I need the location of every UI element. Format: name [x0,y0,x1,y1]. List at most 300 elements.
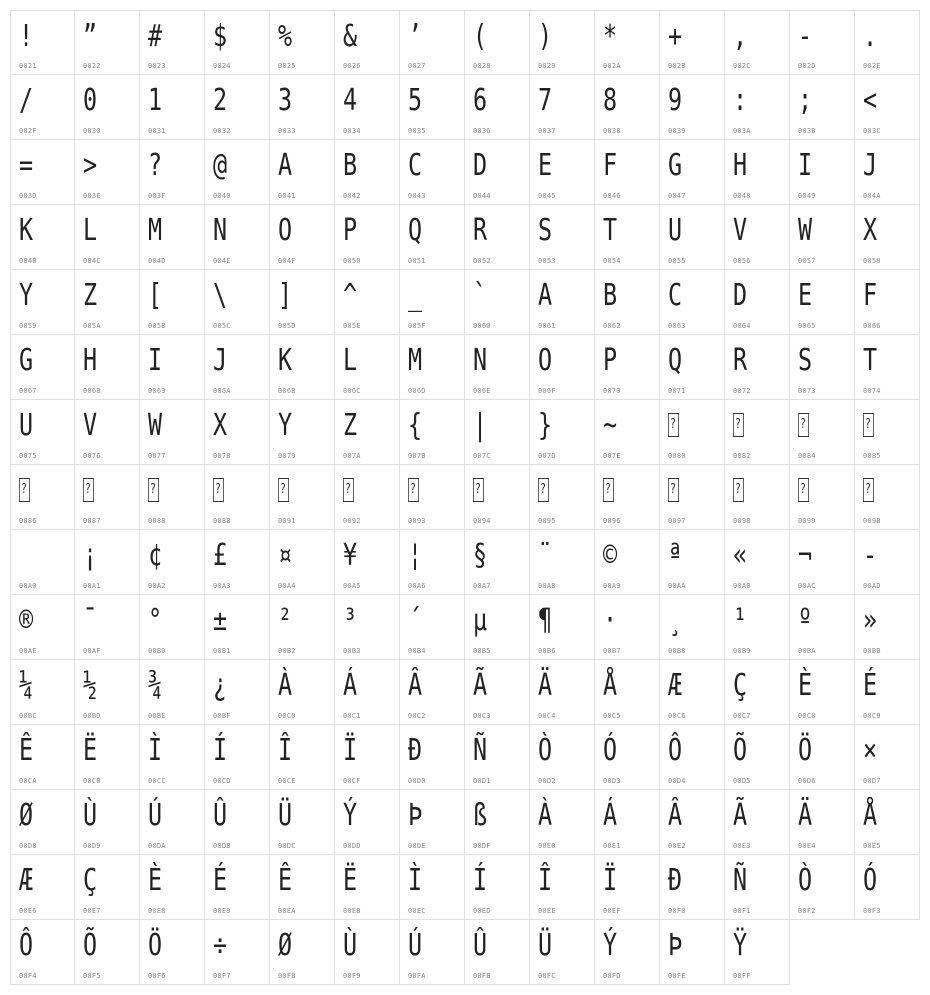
glyph-code: 00CA [19,777,37,785]
glyph-cell [335,140,400,205]
glyph-char: Ú [408,928,423,963]
glyph-code: 00E3 [733,842,751,850]
glyph-cell [140,530,205,595]
glyph-char: × [863,733,878,768]
glyph-char: L [343,343,358,378]
glyph-cell [595,140,660,205]
glyph-cell [530,75,595,140]
glyph-code: 00D7 [863,777,881,785]
glyph-cell [725,140,790,205]
glyph-code: 00F2 [798,907,816,915]
glyph-cell [10,270,75,335]
glyph-cell [10,530,75,595]
glyph-char: 6 [473,83,488,118]
glyph-code: 00AB [733,582,751,590]
glyph-cell [400,660,465,725]
glyph-cell [855,660,920,725]
glyph-char: Ã [733,798,748,833]
glyph-code: 00ED [473,907,491,915]
glyph-cell [465,920,530,985]
glyph-cell [660,270,725,335]
glyph-char: ! [19,19,34,54]
glyph-char: ) [538,19,553,54]
glyph-code: 002C [733,62,751,70]
glyph-cell [335,335,400,400]
glyph-cell [465,75,530,140]
glyph-code: 00E1 [603,842,621,850]
glyph-char: Ó [603,733,618,768]
glyph-cell [855,205,920,270]
glyph-code: 00C9 [863,712,881,720]
glyph-char: C [408,148,423,183]
glyph-code: 00F0 [668,907,686,915]
glyph-char: { [408,408,423,443]
glyph-code: 00FE [668,972,686,980]
glyph-char: I [148,343,163,378]
glyph-char [148,471,159,513]
glyph-char: ^ [343,278,358,313]
glyph-char: T [863,343,878,378]
glyph-cell [530,205,595,270]
glyph-cell [595,270,660,335]
glyph-cell [725,595,790,660]
glyph-char: Ý [343,798,358,833]
glyph-code: 004C [83,257,101,265]
glyph-code: 00AF [83,647,101,655]
glyph-code: 00AA [668,582,686,590]
glyph-cell [335,530,400,595]
glyph-cell [140,465,205,530]
glyph-code: 00EF [603,907,621,915]
glyph-code: 003C [863,127,881,135]
glyph-code: 00D5 [733,777,751,785]
glyph-cell [10,790,75,855]
glyph-cell [75,10,140,75]
glyph-code: 00BA [798,647,816,655]
glyph-char [278,471,289,513]
glyph-char: ¿ [213,668,228,703]
glyph-char: Ï [603,863,618,898]
glyph-char: Z [343,408,358,443]
glyph-char: ¾ [148,668,163,703]
glyph-char: Y [19,278,34,313]
glyph-cell [790,335,855,400]
glyph-code: 009B [863,517,881,525]
glyph-char: ¸ [668,603,683,638]
glyph-code: 0022 [83,62,101,70]
glyph-cell [10,465,75,530]
glyph-cell [140,205,205,270]
glyph-code: 00AD [863,582,881,590]
glyph-code: 00F9 [343,972,361,980]
glyph-cell [400,75,465,140]
glyph-cell [465,725,530,790]
glyph-char: À [538,798,553,833]
glyph-cell [465,270,530,335]
glyph-cell [465,335,530,400]
glyph-code: 0066 [863,322,881,330]
glyph-char: E [538,148,553,183]
glyph-code: 00DC [278,842,296,850]
glyph-cell [10,595,75,660]
glyph-code: 0069 [148,387,166,395]
glyph-cell [75,530,140,595]
glyph-code: 005A [83,322,101,330]
glyph-char: 9 [668,83,683,118]
glyph-char: P [343,213,358,248]
glyph-char: Ó [863,863,878,898]
glyph-char: 3 [278,83,293,118]
glyph-code: 004A [863,192,881,200]
glyph-char: ¢ [148,538,163,573]
glyph-cell [270,920,335,985]
glyph-char: _ [408,278,423,313]
glyph-code: 00C8 [798,712,816,720]
glyph-code: 006D [408,387,426,395]
glyph-code: 00B6 [538,647,556,655]
glyph-code: 0033 [278,127,296,135]
glyph-code: 0043 [408,192,426,200]
glyph-char: · [603,603,618,638]
glyph-code: 00DB [213,842,231,850]
glyph-cell [205,75,270,140]
glyph-code: 00B4 [408,647,426,655]
glyph-char: L [83,213,98,248]
glyph-cell [75,920,140,985]
glyph-char: Æ [668,668,683,703]
glyph-cell [660,75,725,140]
glyph-char: Õ [733,733,748,768]
glyph-code: 004F [278,257,296,265]
glyph-code: 00E9 [213,907,231,915]
glyph-char: V [83,408,98,443]
glyph-code: 0091 [278,517,296,525]
glyph-char: Ð [408,733,423,768]
glyph-cell [140,725,205,790]
glyph-cell [725,920,790,985]
glyph-cell [205,660,270,725]
glyph-cell [790,400,855,465]
missing-glyph-icon [473,478,484,502]
glyph-char: ® [19,603,34,638]
glyph-char: K [19,213,34,248]
glyph-code: 003E [83,192,101,200]
glyph-cell [335,920,400,985]
glyph-cell [140,335,205,400]
glyph-cell [530,270,595,335]
glyph-code: 005B [148,322,166,330]
glyph-cell [530,465,595,530]
glyph-char: É [213,863,228,898]
glyph-char: K [278,343,293,378]
glyph-code: 00FC [538,972,556,980]
glyph-cell [725,855,790,920]
glyph-code: 00B0 [148,647,166,655]
glyph-char: H [733,148,748,183]
glyph-code: 0057 [798,257,816,265]
glyph-char: A [278,148,293,183]
glyph-code: 0075 [19,452,37,460]
glyph-code: 00A2 [148,582,166,590]
glyph-cell [465,660,530,725]
glyph-char: ° [148,603,163,638]
glyph-code: 0049 [798,192,816,200]
glyph-cell [400,595,465,660]
glyph-cell [725,465,790,530]
glyph-code: 00D1 [473,777,491,785]
glyph-char: 4 [343,83,358,118]
glyph-code: 00FB [473,972,491,980]
glyph-char: J [863,148,878,183]
glyph-cell [660,920,725,985]
glyph-char: ³ [343,603,358,638]
glyph-char [603,471,614,513]
glyph-code: 0097 [668,517,686,525]
glyph-cell [75,400,140,465]
glyph-code: 006A [213,387,231,395]
glyph-char: } [538,408,553,443]
glyph-cell [400,790,465,855]
glyph-cell [465,140,530,205]
glyph-cell [855,530,920,595]
glyph-cell [10,140,75,205]
glyph-code: 0063 [668,322,686,330]
glyph-code: 00F7 [213,972,231,980]
glyph-char: Ë [83,733,98,768]
glyph-cell [400,270,465,335]
glyph-cell [530,855,595,920]
glyph-char: * [603,19,618,54]
glyph-char [213,471,224,513]
glyph-code: 0093 [408,517,426,525]
glyph-char: H [83,343,98,378]
glyph-cell [595,10,660,75]
glyph-char: Z [83,278,98,313]
glyph-code: 0080 [668,452,686,460]
glyph-cell [10,725,75,790]
glyph-cell [270,400,335,465]
glyph-char: / [19,83,34,118]
glyph-code: 008B [213,517,231,525]
glyph-char [863,406,874,448]
glyph-char: W [148,408,163,443]
glyph-code: 00F5 [83,972,101,980]
glyph-cell [140,855,205,920]
glyph-cell [140,140,205,205]
glyph-code: 005E [343,322,361,330]
glyph-code: 0072 [733,387,751,395]
glyph-cell [140,270,205,335]
missing-glyph-icon [798,478,809,502]
glyph-cell [725,790,790,855]
missing-glyph-icon [668,413,679,437]
glyph-code: 0086 [19,517,37,525]
glyph-code: 00FF [733,972,751,980]
glyph-cell [530,400,595,465]
glyph-code: 00DD [343,842,361,850]
glyph-code: 003F [148,192,166,200]
glyph-cell [595,790,660,855]
glyph-cell [270,660,335,725]
glyph-cell [270,140,335,205]
glyph-code: 0065 [798,322,816,330]
glyph-char: - [798,19,813,54]
glyph-code: 0079 [278,452,296,460]
glyph-code: 0030 [83,127,101,135]
glyph-cell [530,595,595,660]
glyph-code: 0029 [538,62,556,70]
glyph-code: 0096 [603,517,621,525]
missing-glyph-icon [83,478,94,502]
missing-glyph-icon [733,413,744,437]
glyph-code: 0068 [83,387,101,395]
glyph-cell [465,595,530,660]
glyph-code: 00A9 [603,582,621,590]
glyph-code: 0076 [83,452,101,460]
glyph-cell [595,335,660,400]
glyph-cell [530,790,595,855]
glyph-code: 0034 [343,127,361,135]
glyph-code: 0099 [798,517,816,525]
glyph-char: ~ [603,408,618,443]
missing-glyph-icon [343,478,354,502]
glyph-char: Ï [343,733,358,768]
glyph-char [538,471,549,513]
glyph-code: 00A7 [473,582,491,590]
glyph-char: E [798,278,813,313]
glyph-char: Ä [538,668,553,703]
glyph-char: [ [148,278,163,313]
missing-glyph-icon [408,478,419,502]
glyph-cell [270,530,335,595]
glyph-code: 0061 [538,322,556,330]
glyph-cell [140,400,205,465]
glyph-char [408,471,419,513]
glyph-cell [205,205,270,270]
glyph-cell [465,790,530,855]
glyph-char: « [733,538,748,573]
glyph-cell [75,465,140,530]
glyph-char: Ç [83,863,98,898]
glyph-code: 007A [343,452,361,460]
glyph-cell [465,205,530,270]
glyph-cell [790,140,855,205]
glyph-char: 0 [83,83,98,118]
glyph-char: 8 [603,83,618,118]
glyph-code: 002D [798,62,816,70]
missing-glyph-icon [213,478,224,502]
glyph-char: ¦ [408,538,423,573]
glyph-code: 0092 [343,517,361,525]
glyph-cell [595,400,660,465]
glyph-code: 0060 [473,322,491,330]
glyph-code: 0077 [148,452,166,460]
glyph-cell [725,400,790,465]
glyph-code: 0071 [668,387,686,395]
glyph-code: 00A0 [19,582,37,590]
glyph-char: Ú [148,798,163,833]
glyph-char: ¶ [538,603,553,638]
glyph-code: 0042 [343,192,361,200]
glyph-cell [660,790,725,855]
glyph-code: 007E [603,452,621,460]
glyph-char: Ù [83,798,98,833]
glyph-cell [855,10,920,75]
glyph-char: ¬ [798,538,813,573]
glyph-char: Á [343,668,358,703]
glyph-code: 0094 [473,517,491,525]
glyph-char [473,471,484,513]
glyph-char: Q [408,213,423,248]
glyph-cell [790,530,855,595]
glyph-char: ¼ [19,668,34,703]
glyph-cell [660,335,725,400]
glyph-cell [660,855,725,920]
glyph-cell [75,725,140,790]
glyph-code: 005D [278,322,296,330]
glyph-char: Û [473,928,488,963]
glyph-char: S [538,213,553,248]
glyph-char [83,471,94,513]
glyph-code: 00CF [343,777,361,785]
glyph-code: 00E2 [668,842,686,850]
glyph-code: 0052 [473,257,491,265]
glyph-cell [335,855,400,920]
glyph-code: 00E4 [798,842,816,850]
glyph-cell [725,10,790,75]
glyph-cell [270,725,335,790]
glyph-cell [790,465,855,530]
glyph-char: + [668,19,683,54]
glyph-char: # [148,19,163,54]
glyph-char: ± [213,603,228,638]
glyph-char: Ë [343,863,358,898]
glyph-char: Ê [19,733,34,768]
glyph-code: 0044 [473,192,491,200]
glyph-cell [75,660,140,725]
glyph-cell [595,725,660,790]
glyph-code: 00E6 [19,907,37,915]
glyph-cell [660,140,725,205]
glyph-code: 0087 [83,517,101,525]
glyph-code: 00BB [863,647,881,655]
glyph-cell [10,855,75,920]
glyph-char: Æ [19,863,34,898]
glyph-code: 0095 [538,517,556,525]
glyph-char: Ã [473,668,488,703]
glyph-code: 00A3 [213,582,231,590]
glyph-code: 00D4 [668,777,686,785]
glyph-code: 00E8 [148,907,166,915]
glyph-code: 00B3 [343,647,361,655]
glyph-char: Ö [148,928,163,963]
glyph-cell [205,465,270,530]
glyph-cell [530,725,595,790]
glyph-char: F [863,278,878,313]
glyph-char: O [278,213,293,248]
glyph-code: 0041 [278,192,296,200]
glyph-code: 0084 [798,452,816,460]
glyph-code: 0051 [408,257,426,265]
glyph-code: 0098 [733,517,751,525]
glyph-code: 0031 [148,127,166,135]
glyph-cell [335,10,400,75]
glyph-cell [660,205,725,270]
glyph-code: 0062 [603,322,621,330]
glyph-char: B [343,148,358,183]
glyph-cell [400,530,465,595]
glyph-code: 00FD [603,972,621,980]
